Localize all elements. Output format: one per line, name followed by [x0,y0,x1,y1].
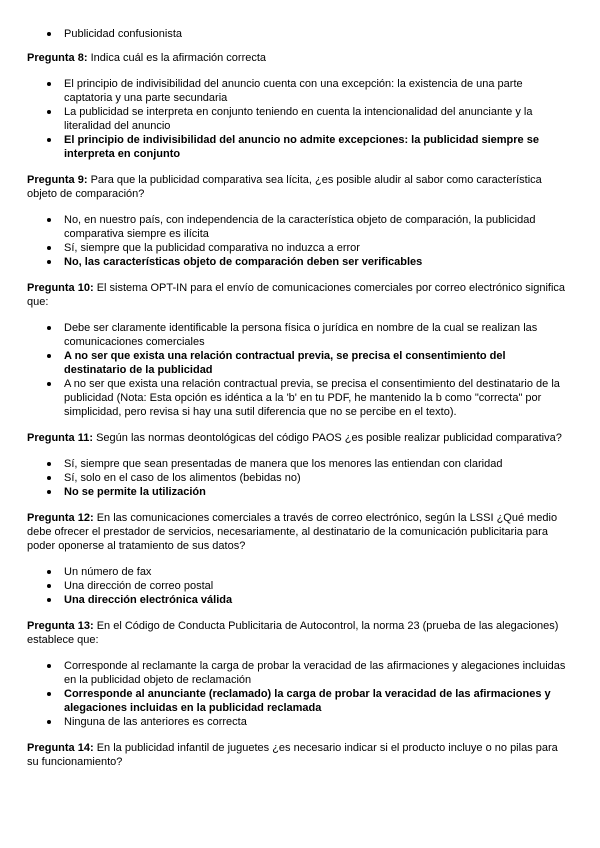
question-text [27,431,570,445]
answer-list [27,659,570,729]
answer-option: Corresponde al reclamante la carga de probar la veracidad de las afirmaciones y alegaciones incluidas en la publicidad objeto de reclamación [27,659,570,687]
question-body: En la publicidad infantil de juguetes ¿es necesario indicar si el producto incluye o no pilas para su funcionamiento? [27,742,558,768]
question-body: El sistema OPT-IN para el envío de comunicaciones comerciales por correo electrónico significa que: [27,282,566,308]
question-text [27,51,570,65]
question-block [27,511,570,607]
top-option-list [27,27,570,41]
question-body: Indica cuál es la afirmación correcta [90,52,267,64]
question-label: Pregunta 11: [27,432,94,444]
answer-option-correct: No, las características objeto de comparación deben ser verificables [27,255,570,269]
answer-option: Un número de fax [27,565,570,579]
answer-option: Debe ser claramente identificable la persona física o jurídica en nombre de la cual se realizan las comunicaciones comerciales [27,321,570,349]
answer-option: No, en nuestro país, con independencia de la característica objeto de comparación, la publicidad comparativa siempre es ilícita [27,213,570,241]
answer-option-correct: Una dirección electrónica válida [27,593,570,607]
question-body: Según las normas deontológicas del código PAOS ¿es posible realizar publicidad comparativa? [96,432,562,444]
questions-container [27,51,570,769]
question-label: Pregunta 9: [27,174,88,186]
question-block [27,173,570,269]
list-item: Publicidad confusionista [27,27,570,41]
question-block [27,741,570,769]
answer-list [27,565,570,607]
answer-option-correct: Corresponde al anunciante (reclamado) la carga de probar la veracidad de las afirmaciones y alegaciones incluidas en la publicidad reclamada [27,687,570,715]
question-block [27,51,570,161]
question-body: Para que la publicidad comparativa sea lícita, ¿es posible aludir al sabor como característica objeto de comparación? [27,174,542,200]
question-text [27,281,570,309]
answer-list [27,213,570,269]
answer-option: La publicidad se interpreta en conjunto teniendo en cuenta la intencionalidad del anunciante y la literalidad del anuncio [27,105,570,133]
question-label: Pregunta 12: [27,512,94,524]
question-label: Pregunta 8: [27,52,88,64]
answer-option-correct: No se permite la utilización [27,485,570,499]
question-block [27,619,570,729]
answer-option-correct: El principio de indivisibilidad del anuncio no admite excepciones: la publicidad siempre se interpreta en conjunto [27,133,570,161]
question-text [27,619,570,647]
answer-option: El principio de indivisibilidad del anuncio cuenta con una excepción: la existencia de una parte captatoria y una parte secundaria [27,77,570,105]
question-body: En el Código de Conducta Publicitaria de Autocontrol, la norma 23 (prueba de las alegaciones) establece que: [27,620,559,646]
question-label: Pregunta 14: [27,742,94,754]
question-text [27,511,570,553]
answer-option: Sí, siempre que sean presentadas de manera que los menores las entiendan con claridad [27,457,570,471]
answer-option: A no ser que exista una relación contractual previa, se precisa el consentimiento del destinatario de la publicidad (Nota: Esta opción es idéntica a la 'b' en tu PDF, he mantenido la b como "correcta" por simplicidad, pero revisa si hay una sutil diferencia que no se percibe en el texto). [27,377,570,419]
answer-option: Sí, siempre que la publicidad comparativa no induzca a error [27,241,570,255]
answer-option: Ninguna de las anteriores es correcta [27,715,570,729]
answer-list [27,321,570,419]
question-label: Pregunta 13: [27,620,94,632]
question-block [27,281,570,419]
question-text [27,741,570,769]
answer-option: Una dirección de correo postal [27,579,570,593]
answer-list [27,77,570,161]
question-body: En las comunicaciones comerciales a través de correo electrónico, según la LSSI ¿Qué medio debe ofrecer el prestador de servicios, necesariamente, al destinatario de la comunicación publicitaria para poder oponerse al tratamiento de sus datos? [27,512,558,552]
answer-option: Sí, solo en el caso de los alimentos (bebidas no) [27,471,570,485]
answer-option-correct: A no ser que exista una relación contractual previa, se precisa el consentimiento del destinatario de la publicidad [27,349,570,377]
question-text [27,173,570,201]
question-block [27,431,570,499]
question-label: Pregunta 10: [27,282,94,294]
answer-list [27,457,570,499]
